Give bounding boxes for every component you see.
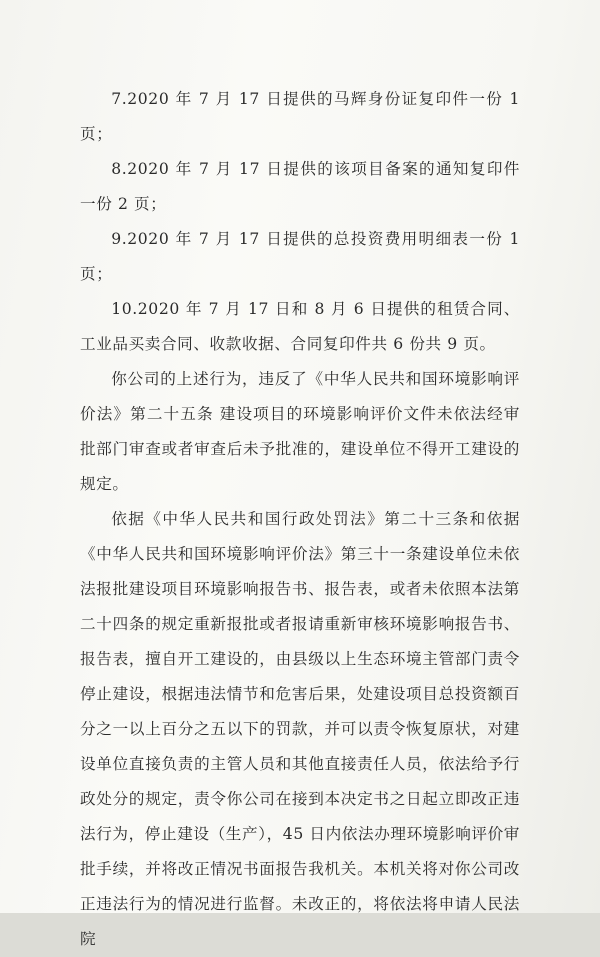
evidence-item-10: 10.2020 年 7 月 17 日和 8 月 6 日提供的租赁合同、工业品买卖合同、收款收据、合同复印件共 6 份共 9 页。: [80, 300, 520, 353]
document-body: [80, 82, 520, 957]
violation-paragraph: 你公司的上述行为，违反了《中华人民共和国环境影响评价法》第二十五条 建设项目的环境影响评价文件未依法经审批部门审查或者审查后未予批准的，建设单位不得开工建设的规定。: [80, 370, 520, 493]
legal-basis-paragraph: 依据《中华人民共和国行政处罚法》第二十三条和依据《中华人民共和国环境影响评价法》第三十一条建设单位未依法报批建设项目环境影响报告书、报告表，或者未依照本法第二十四条的规定重新报批或者报请重新审核环境影响报告书、报告表，擅自开工建设的，由县级以上生态环境主管部门责令停止建设，根据违法情节和危害后果，处建设项目总投资额百分之一以上百分之五以下的罚款，并可以责令恢复原状，对建设单位直接负责的主管人员和其他直接责任人员，依法给予行政处分的规定，责令你公司在接到本决定书之日起立即改正违法行为，停止建设（生产），45 日内依法办理环境影响评价审批手续，并将改正情况书面报告我机关。本机关将对你公司改正违法行为的情况进行监督。未改正的，将依法将申请人民法院: [80, 510, 520, 948]
evidence-item-7: 7.2020 年 7 月 17 日提供的马辉身份证复印件一份 1 页；: [80, 90, 520, 143]
evidence-item-9: 9.2020 年 7 月 17 日提供的总投资费用明细表一份 1 页；: [80, 230, 520, 283]
evidence-item-8: 8.2020 年 7 月 17 日提供的该项目备案的通知复印件一份 2 页；: [80, 160, 520, 213]
